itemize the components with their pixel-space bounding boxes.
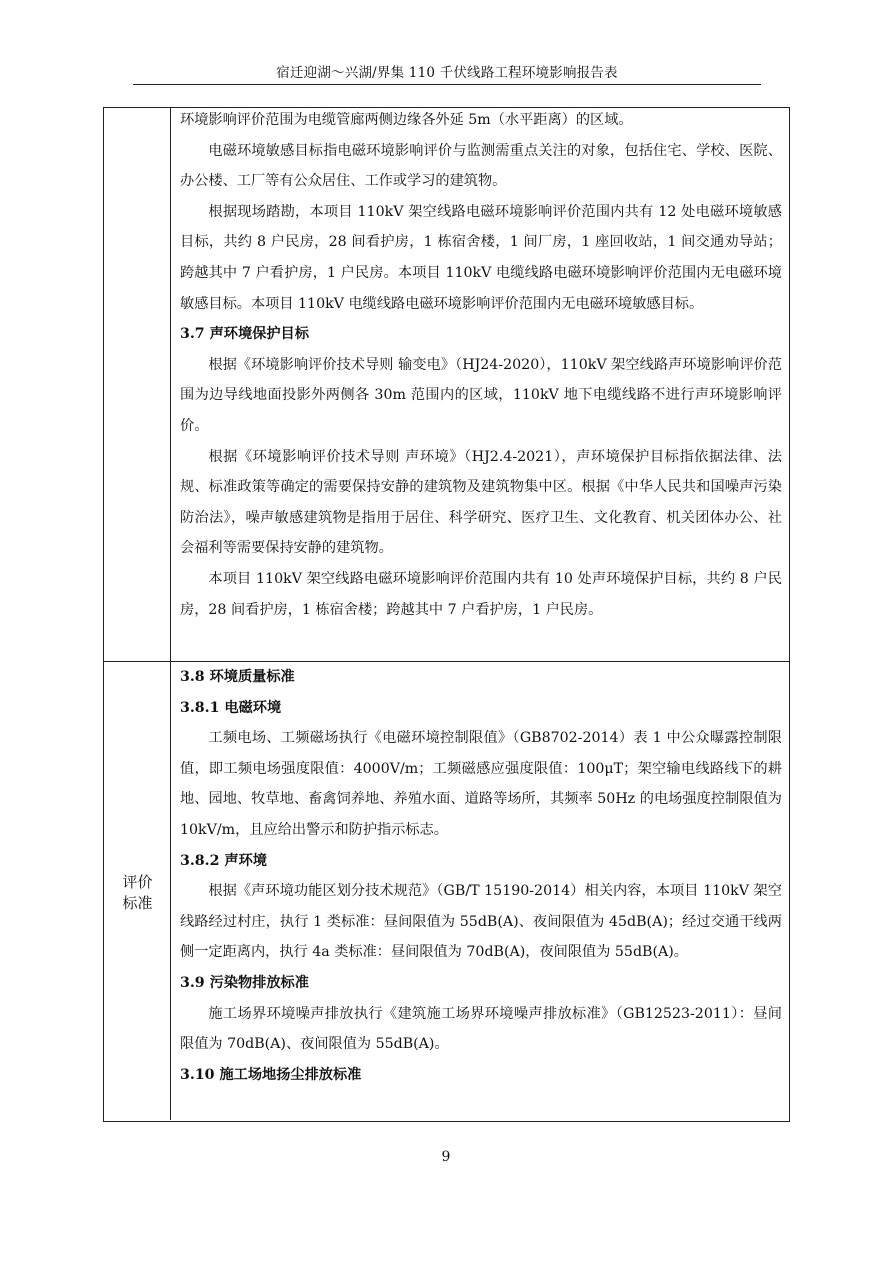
paragraph-noise-targets-definition: 根据《环境影响评价技术导则 声环境》（HJ2.4-2021），声环境保护目标指依据法律、法规、标准政策等确定的需要保持安静的建筑物及建筑物集中区。根据《中华人民共和国噪声污染防治法》，噪声敏感建筑物是指用于居住、科学研究、医疗卫生、文化教育、机关团体办公、社会福利等需要保持安静的建筑物。: [180, 448, 782, 557]
row-label-cell: [104, 108, 171, 661]
row-label-cell: [104, 662, 171, 1120]
paragraph-noise-limits: 根据《声环境功能区划分技术规范》（GB/T 15190-2014）相关内容，本项目 110kV 架空线路经过村庄，执行 1 类标准：昼间限值为 55dB(A)、夜间限值为 45dB(A)；经过交通干线两侧一定距离内，执行 4a 类标准：昼间限值为 70dB(A)，夜间限值为 55dB(A)。: [180, 883, 782, 961]
paragraph-site-survey: 根据现场踏勘，本项目 110kV 架空线路电磁环境影响评价范围内共有 12 处电磁环境敏感目标，共约 8 户民房，28 间看护房，1 栋宿舍楼，1 间厂房，1 座回收站，1 间交通劝导站；跨越其中 7 户看护房，1 户民房。本项目 110kV 电缆线路电磁环境影响评价范围内无电磁环境敏感目标。本项目 110kV 电缆线路电磁环境影响评价范围内无电磁环境敏感目标。: [180, 203, 782, 312]
heading-3-7: 3.7 声环境保护目标: [180, 326, 309, 343]
heading-3-10: 3.10 施工场地扬尘排放标准: [180, 1066, 362, 1083]
heading-3-8-2: 3.8.2 声环境: [180, 852, 267, 869]
paragraph-em-sensitive-definition: 电磁环境敏感目标指电磁环境影响评价与监测需重点关注的对象，包括住宅、学校、医院、办公楼、工厂等有公众居住、工作或学习的建筑物。: [180, 142, 782, 190]
row-label-line: 标准: [122, 894, 153, 912]
paragraph-construction-noise: 施工场界环境噪声排放执行《建筑施工场界环境噪声排放标准》（GB12523-2011）：昼间限值为 70dB(A)、夜间限值为 55dB(A)。: [180, 1005, 782, 1053]
table-row-evaluation-standards: [104, 661, 789, 1120]
row-content-cell: [180, 662, 782, 1090]
header-rule: [133, 84, 761, 85]
paragraph-noise-targets-count: 本项目 110kV 架空线路电磁环境影响评价范围内共有 10 处声环境保护目标，共约 8 户民房，28 间看护房，1 栋宿舍楼；跨越其中 7 户看护房，1 户民房。: [180, 570, 782, 618]
report-table: [103, 107, 790, 1122]
paragraph-noise-scope: 根据《环境影响评价技术导则 输变电》（HJ24-2020），110kV 架空线路声环境影响评价范围为边导线地面投影外两侧各 30m 范围内的区域，110kV 地下电缆线路不进行声环境影响评价。: [180, 356, 782, 434]
heading-3-8-1: 3.8.1 电磁环境: [180, 699, 282, 716]
heading-3-8: 3.8 环境质量标准: [180, 669, 295, 685]
paragraph-em-limits: 工频电场、工频磁场执行《电磁环境控制限值》（GB8702-2014）表 1 中公众曝露控制限值，即工频电场强度限值：4000V/m；工频磁感应强度限值：100μT；架空输电线路线下的耕地、园地、牧草地、畜禽饲养地、养殖水面、道路等场所，其频率 50Hz 的电场强度控制限值为 10kV/m，且应给出警示和防护指示标志。: [180, 730, 782, 838]
document-header-title: 宿迁迎湖～兴湖/界集 110 千伏线路工程环境影响报告表: [276, 65, 618, 81]
page-number: 9: [441, 1149, 451, 1165]
row-label-evaluation-standards: [104, 872, 171, 914]
row-label-line: 评价: [122, 873, 153, 891]
table-row-protection-targets: [104, 108, 789, 661]
paragraph-scope: 环境影响评价范围为电缆管廊两侧边缘各外延 5m（水平距离）的区域。: [180, 112, 633, 128]
heading-3-9: 3.9 污染物排放标准: [180, 974, 309, 991]
row-content-cell: [180, 105, 782, 625]
